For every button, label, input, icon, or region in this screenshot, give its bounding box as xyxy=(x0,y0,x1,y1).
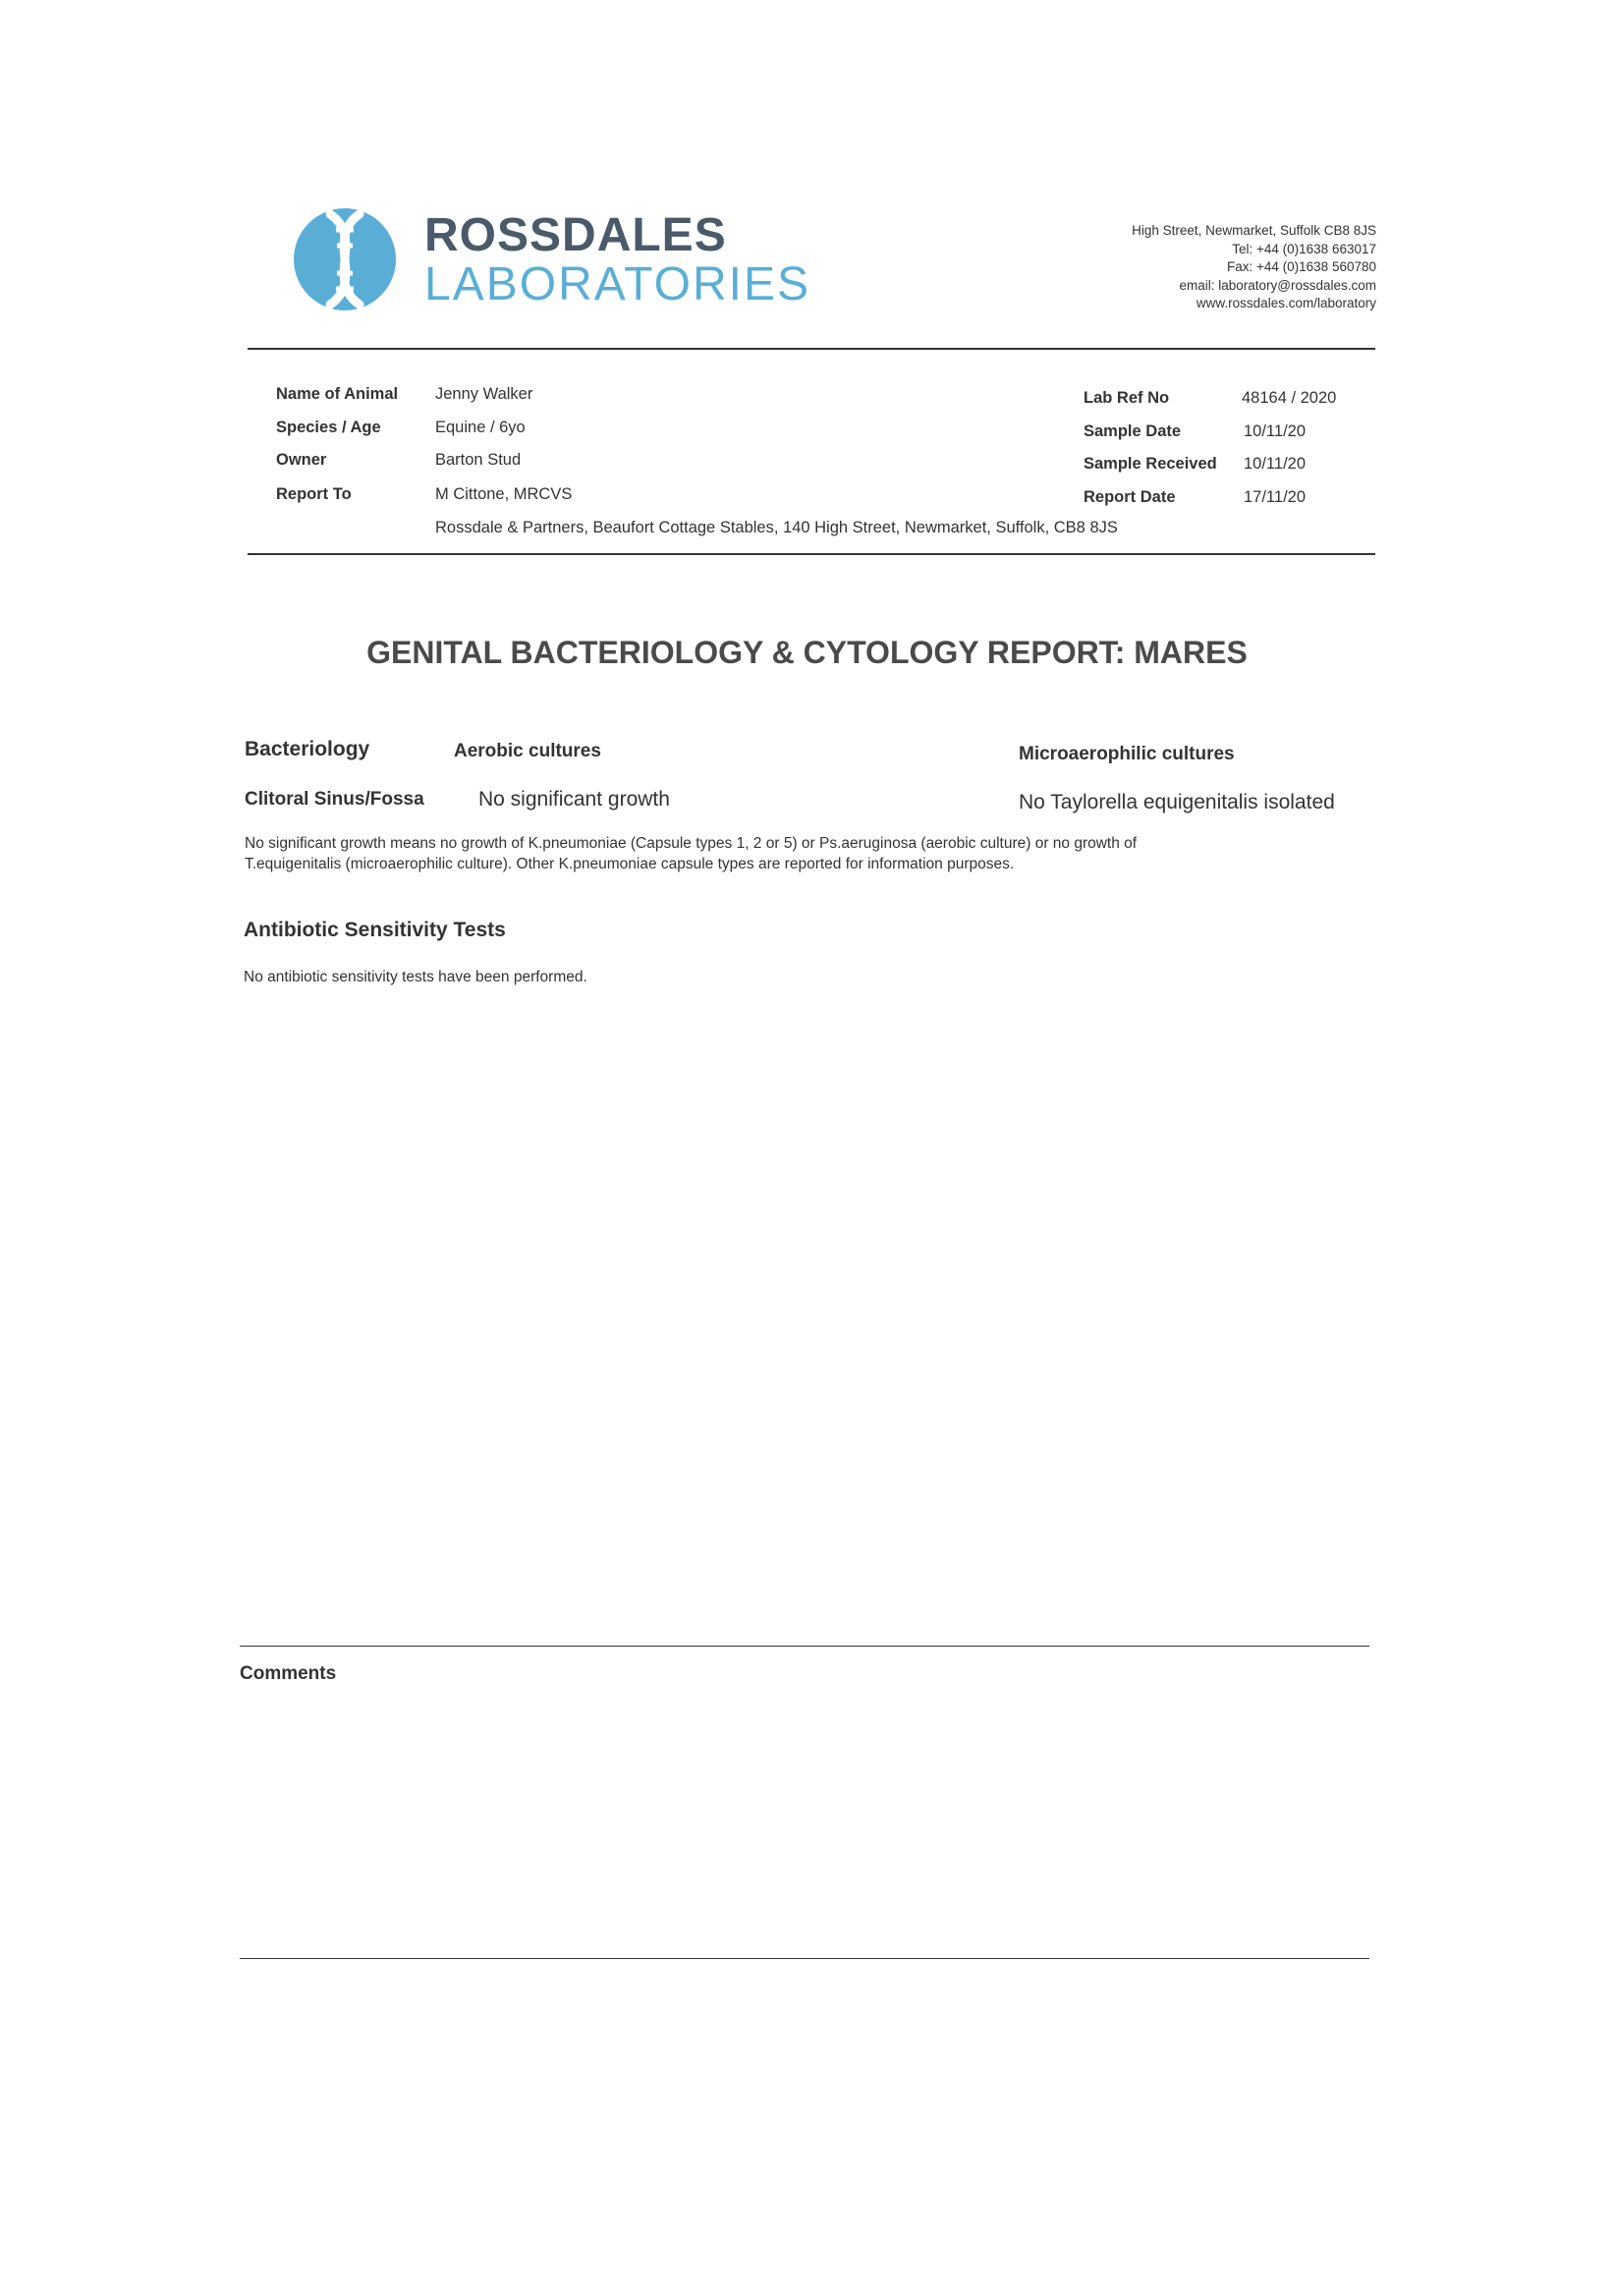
fax: Fax: +44 (0)1638 560780 xyxy=(1227,259,1376,274)
website: www.rossdales.com/laboratory xyxy=(1196,296,1376,310)
note-line: No significant growth means no growth of K.pneumoniae (Capsule types 1, 2 or 5) or Ps.aeruginosa (aerobic culture) or no growth of xyxy=(245,835,1138,852)
lab-ref-value: 48164 / 2020 xyxy=(1242,389,1337,407)
owner-value: Barton Stud xyxy=(435,451,522,469)
email: email: laboratory@rossdales.com xyxy=(1179,277,1376,293)
info-divider xyxy=(248,553,1375,555)
note-line: T.equigenitalis (microaerophilic culture). Other K.pneumoniae capsule types are reported for information purposes. xyxy=(245,856,1015,872)
brand-name-line1: ROSSDALES xyxy=(424,209,727,261)
telephone: Tel: +44 (0)1638 663017 xyxy=(1232,241,1376,256)
bacteriology-note xyxy=(245,833,1374,874)
microaerophilic-result: No Taylorella equigenitalis isolated xyxy=(1019,791,1335,813)
antibiotic-sensitivity-text: No antibiotic sensitivity tests have been performed. xyxy=(244,969,587,985)
comments-bottom-divider xyxy=(240,1958,1369,1959)
comments-heading: Comments xyxy=(240,1663,337,1684)
site-label: Clitoral Sinus/Fossa xyxy=(245,789,424,810)
species-age-value: Equine / 6yo xyxy=(435,419,526,436)
sample-received-label: Sample Received xyxy=(1084,455,1217,473)
aerobic-result: No significant growth xyxy=(478,788,670,811)
antibiotic-sensitivity-heading: Antibiotic Sensitivity Tests xyxy=(244,919,506,941)
lab-ref-label: Lab Ref No xyxy=(1084,389,1170,407)
dna-helix-icon xyxy=(291,204,399,314)
bacteriology-heading: Bacteriology xyxy=(245,738,370,760)
aerobic-cultures-heading: Aerobic cultures xyxy=(454,741,601,761)
contact-block xyxy=(1132,222,1376,313)
report-title: GENITAL BACTERIOLOGY & CYTOLOGY REPORT: MARES xyxy=(366,635,1248,670)
report-to-value: M Cittone, MRCVS xyxy=(435,485,573,503)
sample-received-value: 10/11/20 xyxy=(1244,455,1307,473)
species-age-label: Species / Age xyxy=(276,419,381,436)
microaerophilic-cultures-heading: Microaerophilic cultures xyxy=(1019,744,1235,764)
report-to-label: Report To xyxy=(276,485,352,503)
comments-top-divider xyxy=(240,1646,1369,1647)
sample-date-label: Sample Date xyxy=(1084,422,1182,440)
report-date-value: 17/11/20 xyxy=(1244,488,1307,506)
report-to-address: Rossdale & Partners, Beaufort Cottage Stables, 140 High Street, Newmarket, Suffolk, CB8 8JS xyxy=(435,519,1118,536)
name-of-animal-label: Name of Animal xyxy=(276,385,399,403)
header-divider xyxy=(248,348,1375,350)
sample-date-value: 10/11/20 xyxy=(1244,422,1307,440)
address: High Street, Newmarket, Suffolk CB8 8JS xyxy=(1132,223,1376,238)
owner-label: Owner xyxy=(276,451,327,469)
name-of-animal-value: Jenny Walker xyxy=(435,385,533,403)
report-date-label: Report Date xyxy=(1084,488,1176,506)
brand-name-line2: LABORATORIES xyxy=(424,258,810,310)
